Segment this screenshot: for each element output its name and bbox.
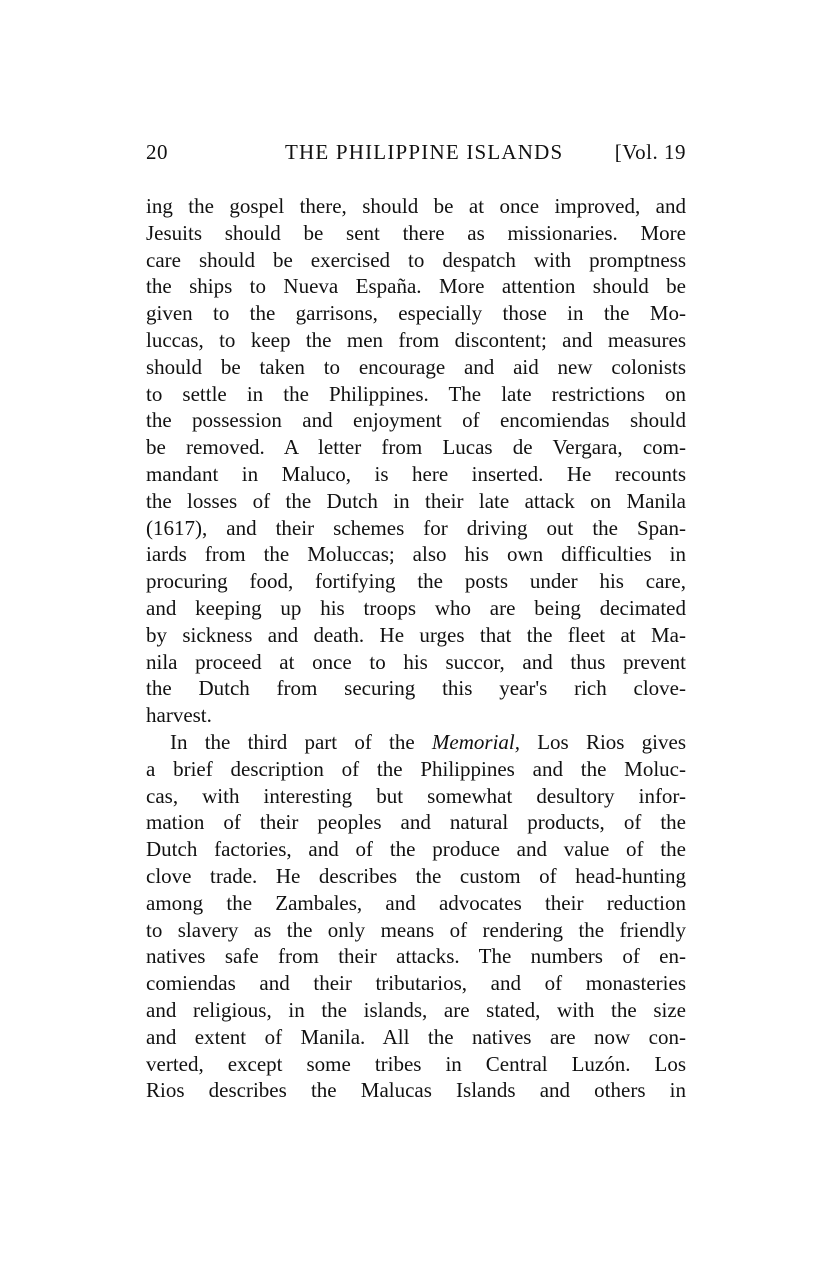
- memorial-title: Memorial,: [431, 729, 520, 754]
- text-line: harvest.: [146, 703, 212, 728]
- text-line: natives safe from their attacks. The numbers of en-: [146, 944, 686, 969]
- text-line: care should be exercised to despatch with promptness: [146, 247, 686, 272]
- text-line: the losses of the Dutch in their late attack on Manila: [146, 488, 686, 513]
- text-line: among the Zambales, and advocates their reduction: [146, 890, 686, 915]
- text-line: clove trade. He describes the custom of head-hunting: [146, 863, 686, 888]
- text-line: the Dutch from securing this year's rich clove-: [146, 676, 686, 701]
- text-line: mation of their peoples and natural products, of the: [146, 810, 686, 835]
- text-line: to slavery as the only means of rendering the friendly: [146, 917, 686, 942]
- text-line: (1617), and their schemes for driving out the Span-: [146, 515, 686, 540]
- text-line: iards from the Moluccas; also his own difficulties in: [146, 542, 686, 567]
- paragraph-2: [146, 729, 686, 1104]
- text-line: given to the garrisons, especially those in the Mo-: [146, 301, 686, 326]
- text-line: be removed. A letter from Lucas de Vergara, com-: [146, 435, 686, 460]
- text-segment: Los Rios gives: [520, 729, 686, 754]
- text-line: should be taken to encourage and aid new colonists: [146, 354, 686, 379]
- text-line-first: [146, 729, 686, 756]
- running-head: [146, 140, 686, 170]
- text-line: a brief description of the Philippines and the Moluc-: [146, 756, 686, 781]
- text-line: cas, with interesting but somewhat desultory infor-: [146, 783, 686, 808]
- text-line: the possession and enjoyment of encomiendas should: [146, 408, 686, 433]
- text-line: to settle in the Philippines. The late restrictions on: [146, 381, 686, 406]
- text-segment: In the third part of the: [170, 729, 432, 754]
- text-line: nila proceed at once to his succor, and thus prevent: [146, 649, 686, 674]
- text-line: and keeping up his troops who are being decimated: [146, 595, 686, 620]
- book-page: [146, 140, 686, 1104]
- running-title: THE PHILIPPINE ISLANDS: [285, 140, 564, 164]
- page-number: 20: [146, 140, 168, 164]
- body-text: [146, 193, 686, 1104]
- text-line: the ships to Nueva España. More attention should be: [146, 274, 686, 299]
- text-line: Jesuits should be sent there as missionaries. More: [146, 220, 686, 245]
- paragraph-1: [146, 193, 686, 729]
- text-line: mandant in Maluco, is here inserted. He recounts: [146, 461, 686, 486]
- text-line: luccas, to keep the men from discontent; and measures: [146, 327, 686, 352]
- text-line: procuring food, fortifying the posts under his care,: [146, 569, 686, 594]
- text-line: Rios describes the Malucas Islands and others in: [146, 1078, 686, 1103]
- text-line: and religious, in the islands, are stated, with the size: [146, 997, 686, 1022]
- text-line: by sickness and death. He urges that the fleet at Ma-: [146, 622, 686, 647]
- text-line: Dutch factories, and of the produce and value of the: [146, 837, 686, 862]
- text-line: and extent of Manila. All the natives are now con-: [146, 1024, 686, 1049]
- text-line: ing the gospel there, should be at once improved, and: [146, 194, 686, 218]
- text-line: comiendas and their tributarios, and of monasteries: [146, 971, 686, 996]
- text-line: verted, except some tribes in Central Luzón. Los: [146, 1051, 686, 1076]
- volume-label: [Vol. 19: [614, 140, 686, 164]
